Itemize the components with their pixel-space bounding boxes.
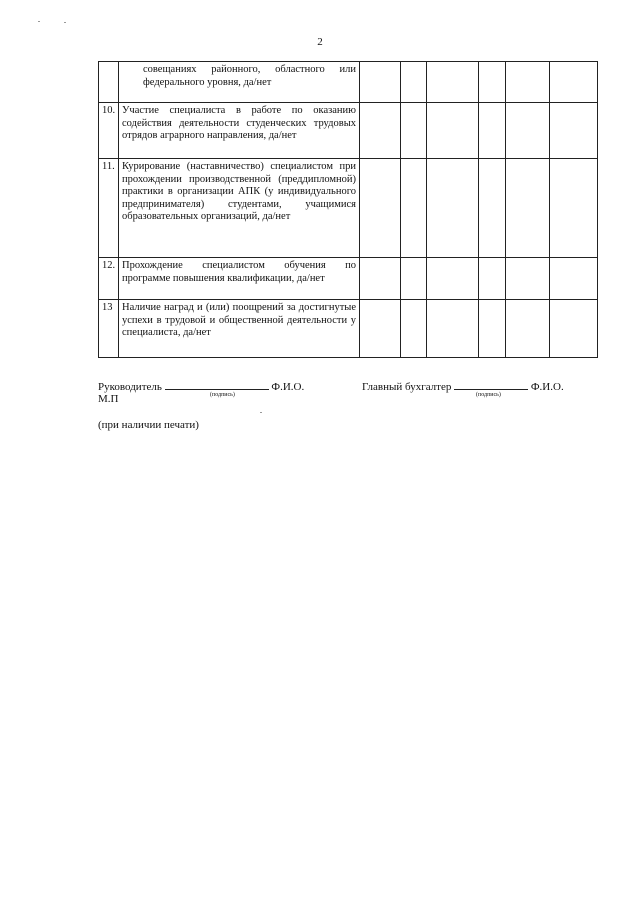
value-cell [506, 159, 550, 258]
scan-speck [38, 21, 40, 22]
table-row-10 [99, 103, 598, 159]
table-row-12 [99, 258, 598, 300]
value-cell [360, 62, 401, 103]
value-cell [479, 258, 506, 300]
stamp-note: (при наличии печати) [98, 419, 199, 431]
value-cell [360, 103, 401, 159]
value-cell [479, 103, 506, 159]
scan-speck [64, 22, 66, 23]
accountant-signature-caption: (подпись) [476, 392, 501, 398]
accountant-fio: Ф.И.О. [530, 381, 564, 393]
row-number: 12. [99, 258, 119, 300]
value-cell [427, 159, 479, 258]
value-cell [360, 300, 401, 358]
criterion-text: Прохождение специалистом обучения по программе повышения квалификации, да/нет [119, 258, 360, 300]
head-fio: Ф.И.О. [271, 381, 305, 393]
value-cell [550, 159, 598, 258]
head-signature-line [98, 380, 304, 393]
value-cell [427, 300, 479, 358]
criterion-text: совещаниях районного, областного или федерального уровня, да/нет [119, 62, 360, 103]
value-cell [360, 258, 401, 300]
head-signature-caption: (подпись) [210, 392, 235, 398]
value-cell [479, 300, 506, 358]
table-row-13 [99, 300, 598, 358]
value-cell [401, 103, 427, 159]
value-cell [550, 62, 598, 103]
value-cell [506, 103, 550, 159]
value-cell [427, 258, 479, 300]
table-row-continued [99, 62, 598, 103]
value-cell [506, 258, 550, 300]
value-cell [506, 300, 550, 358]
page-number: 2 [317, 36, 323, 48]
value-cell [479, 159, 506, 258]
accountant-label: Главный бухгалтер [362, 381, 452, 393]
accountant-signature-blank [454, 380, 528, 390]
criterion-text: Курирование (наставничество) специалистом при прохождении производственной (преддипломной) практики в организации АПК (у индивидуального предпринимателя) студентами, учащимися образовательных организаций, да/нет [119, 159, 360, 258]
value-cell [550, 103, 598, 159]
criterion-text: Наличие наград и (или) поощрений за достигнутые успехи в трудовой и общественной деятельности у специалиста, да/нет [119, 300, 360, 358]
accountant-signature-line [362, 380, 564, 393]
table-row-11 [99, 159, 598, 258]
value-cell [550, 258, 598, 300]
value-cell [506, 62, 550, 103]
value-cell [479, 62, 506, 103]
value-cell [401, 258, 427, 300]
value-cell [401, 62, 427, 103]
value-cell [401, 300, 427, 358]
value-cell [401, 159, 427, 258]
head-label: Руководитель [98, 381, 162, 393]
criterion-text: Участие специалиста в работе по оказанию содействия деятельности студенческих трудовых отрядов аграрного направления, да/нет [119, 103, 360, 159]
mp-label: М.П [98, 393, 119, 405]
value-cell [427, 103, 479, 159]
row-number-cell [99, 62, 119, 103]
head-signature-blank [165, 380, 269, 390]
scan-speck [260, 412, 262, 413]
criteria-table [98, 61, 598, 358]
row-number: 13 [99, 300, 119, 358]
value-cell [360, 159, 401, 258]
row-number: 10. [99, 103, 119, 159]
value-cell [427, 62, 479, 103]
row-number: 11. [99, 159, 119, 258]
value-cell [550, 300, 598, 358]
